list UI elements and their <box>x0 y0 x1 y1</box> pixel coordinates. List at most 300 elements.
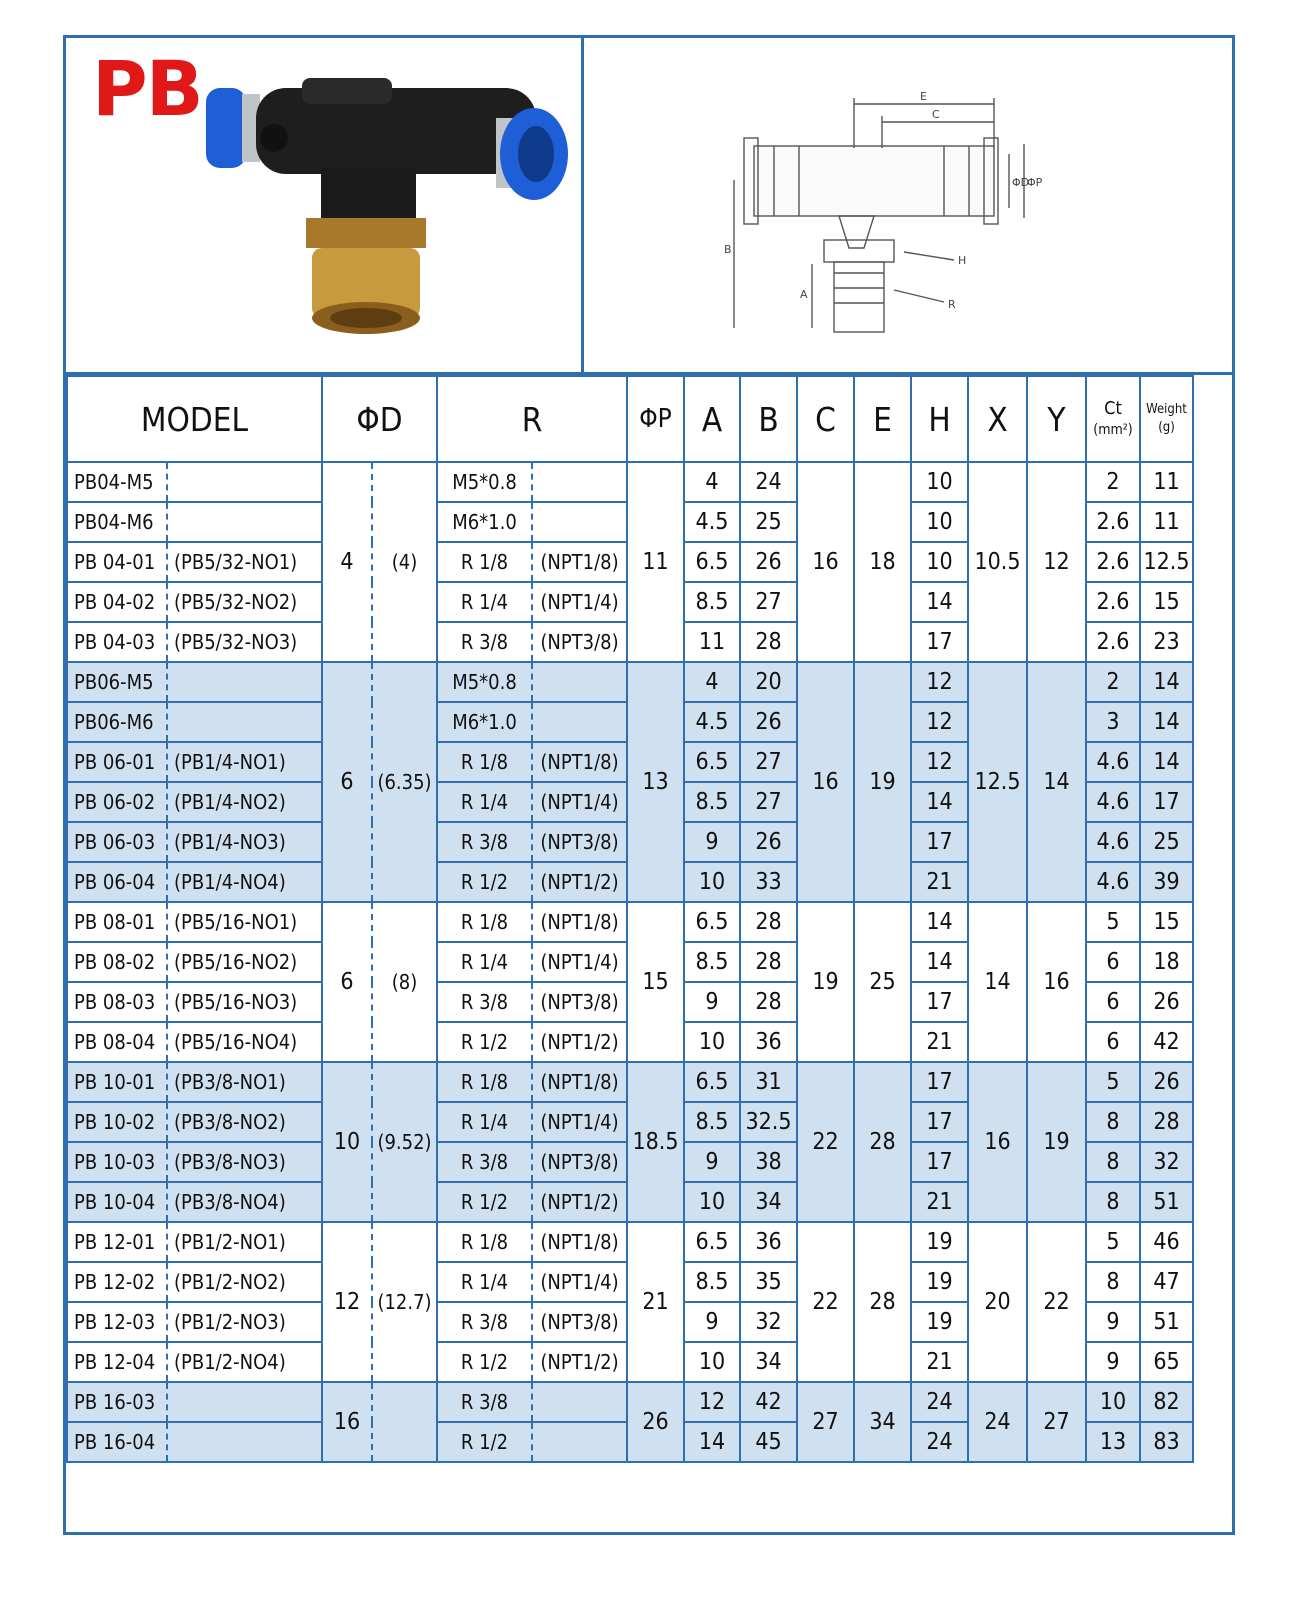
model-cell: PB 04-03 <box>67 622 167 662</box>
ct-cell: 5 <box>1086 1222 1140 1262</box>
dim-label-r: R <box>948 298 956 311</box>
weight-cell: 23 <box>1140 622 1193 662</box>
model-cell: PB 10-04 <box>67 1182 167 1222</box>
r-thread-cell: R 1/4 <box>437 942 532 982</box>
a-cell: 8.5 <box>684 1262 740 1302</box>
h-cell: 12 <box>911 742 968 782</box>
a-cell: 10 <box>684 1022 740 1062</box>
a-cell: 8.5 <box>684 782 740 822</box>
model-cell: PB 04-01 <box>67 542 167 582</box>
h-cell: 19 <box>911 1262 968 1302</box>
header-r: R <box>437 376 627 462</box>
b-cell: 26 <box>740 542 797 582</box>
model-cell: PB 04-02 <box>67 582 167 622</box>
h-cell: 12 <box>911 662 968 702</box>
ct-cell: 8 <box>1086 1182 1140 1222</box>
table-row <box>67 1062 1193 1102</box>
npt-thread-cell: (NPT3/8) <box>532 1142 627 1182</box>
r-thread-cell: R 3/8 <box>437 822 532 862</box>
e-cell: 34 <box>854 1382 911 1462</box>
weight-cell: 14 <box>1140 662 1193 702</box>
r-thread-cell: R 1/4 <box>437 1102 532 1142</box>
b-cell: 38 <box>740 1142 797 1182</box>
ct-cell: 5 <box>1086 1062 1140 1102</box>
npt-thread-cell: (NPT1/2) <box>532 1022 627 1062</box>
b-cell: 45 <box>740 1422 797 1462</box>
alt-model-cell <box>167 462 322 502</box>
e-cell: 28 <box>854 1062 911 1222</box>
weight-cell: 11 <box>1140 462 1193 502</box>
h-cell: 14 <box>911 582 968 622</box>
weight-cell: 15 <box>1140 902 1193 942</box>
alt-model-cell: (PB5/16-NO3) <box>167 982 322 1022</box>
b-cell: 26 <box>740 822 797 862</box>
model-cell: PB 12-04 <box>67 1342 167 1382</box>
npt-thread-cell: (NPT1/2) <box>532 1182 627 1222</box>
h-cell: 17 <box>911 1102 968 1142</box>
alt-model-cell: (PB3/8-NO1) <box>167 1062 322 1102</box>
a-cell: 12 <box>684 1382 740 1422</box>
model-cell: PB 12-03 <box>67 1302 167 1342</box>
b-cell: 35 <box>740 1262 797 1302</box>
x-cell: 14 <box>968 902 1027 1062</box>
weight-cell: 14 <box>1140 702 1193 742</box>
table-row <box>67 902 1193 942</box>
alt-model-cell: (PB5/16-NO4) <box>167 1022 322 1062</box>
r-thread-cell: R 3/8 <box>437 1302 532 1342</box>
ct-cell: 10 <box>1086 1382 1140 1422</box>
header-p: ΦP <box>627 376 684 462</box>
header-ct-label: Ct <box>1104 397 1122 419</box>
npt-thread-cell: (NPT1/8) <box>532 742 627 782</box>
b-cell: 34 <box>740 1182 797 1222</box>
h-cell: 17 <box>911 982 968 1022</box>
ct-cell: 4.6 <box>1086 782 1140 822</box>
p-cell: 18.5 <box>627 1062 684 1222</box>
a-cell: 11 <box>684 622 740 662</box>
alt-model-cell: (PB5/32-NO3) <box>167 622 322 662</box>
alt-model-cell: (PB1/2-NO4) <box>167 1342 322 1382</box>
alt-model-cell <box>167 702 322 742</box>
table-row <box>67 662 1193 702</box>
r-thread-cell: R 1/2 <box>437 1182 532 1222</box>
alt-model-cell: (PB1/2-NO1) <box>167 1222 322 1262</box>
b-cell: 42 <box>740 1382 797 1422</box>
dim-label-b: B <box>724 243 732 256</box>
r-thread-cell: M5*0.8 <box>437 662 532 702</box>
a-cell: 4.5 <box>684 702 740 742</box>
table-body <box>67 462 1193 1462</box>
p-cell: 21 <box>627 1222 684 1382</box>
model-cell: PB 16-03 <box>67 1382 167 1422</box>
alt-model-cell <box>167 1382 322 1422</box>
a-cell: 6.5 <box>684 902 740 942</box>
x-cell: 12.5 <box>968 662 1027 902</box>
model-cell: PB 08-03 <box>67 982 167 1022</box>
model-cell: PB 06-01 <box>67 742 167 782</box>
d-inch-cell: (4) <box>372 462 437 662</box>
r-thread-cell: R 1/8 <box>437 902 532 942</box>
h-cell: 19 <box>911 1302 968 1342</box>
model-cell: PB 06-03 <box>67 822 167 862</box>
dimension-diagram <box>584 38 1232 372</box>
b-cell: 28 <box>740 982 797 1022</box>
ct-cell: 2.6 <box>1086 582 1140 622</box>
a-cell: 6.5 <box>684 1062 740 1102</box>
alt-model-cell: (PB3/8-NO3) <box>167 1142 322 1182</box>
r-thread-cell: M6*1.0 <box>437 502 532 542</box>
p-cell: 11 <box>627 462 684 662</box>
e-cell: 25 <box>854 902 911 1062</box>
npt-thread-cell: (NPT1/8) <box>532 542 627 582</box>
b-cell: 31 <box>740 1062 797 1102</box>
b-cell: 24 <box>740 462 797 502</box>
alt-model-cell: (PB1/4-NO1) <box>167 742 322 782</box>
weight-cell: 46 <box>1140 1222 1193 1262</box>
npt-thread-cell <box>532 662 627 702</box>
table-header-row <box>67 376 1193 462</box>
model-cell: PB 10-01 <box>67 1062 167 1102</box>
d-cell: 16 <box>322 1382 372 1462</box>
alt-model-cell: (PB5/16-NO1) <box>167 902 322 942</box>
a-cell: 9 <box>684 1302 740 1342</box>
a-cell: 6.5 <box>684 542 740 582</box>
ct-cell: 2.6 <box>1086 622 1140 662</box>
d-cell: 12 <box>322 1222 372 1382</box>
alt-model-cell: (PB3/8-NO2) <box>167 1102 322 1142</box>
weight-cell: 82 <box>1140 1382 1193 1422</box>
h-cell: 12 <box>911 702 968 742</box>
b-cell: 20 <box>740 662 797 702</box>
header-model: MODEL <box>67 376 322 462</box>
alt-model-cell: (PB1/2-NO2) <box>167 1262 322 1302</box>
b-cell: 27 <box>740 582 797 622</box>
c-cell: 16 <box>797 462 854 662</box>
a-cell: 9 <box>684 1142 740 1182</box>
c-cell: 27 <box>797 1382 854 1462</box>
a-cell: 10 <box>684 862 740 902</box>
header-d: ΦD <box>322 376 437 462</box>
header-c: C <box>797 376 854 462</box>
npt-thread-cell <box>532 462 627 502</box>
r-thread-cell: R 1/8 <box>437 1062 532 1102</box>
d-cell: 4 <box>322 462 372 662</box>
npt-thread-cell: (NPT1/4) <box>532 582 627 622</box>
model-cell: PB 06-04 <box>67 862 167 902</box>
r-thread-cell: R 1/2 <box>437 1422 532 1462</box>
h-cell: 17 <box>911 622 968 662</box>
b-cell: 28 <box>740 622 797 662</box>
alt-model-cell <box>167 662 322 702</box>
model-cell: PB04-M5 <box>67 462 167 502</box>
ct-cell: 4.6 <box>1086 862 1140 902</box>
x-cell: 16 <box>968 1062 1027 1222</box>
r-thread-cell: R 1/8 <box>437 542 532 582</box>
y-cell: 16 <box>1027 902 1086 1062</box>
alt-model-cell: (PB5/32-NO1) <box>167 542 322 582</box>
model-cell: PB 12-02 <box>67 1262 167 1302</box>
h-cell: 14 <box>911 902 968 942</box>
y-cell: 19 <box>1027 1062 1086 1222</box>
product-photo <box>66 38 581 368</box>
ct-cell: 8 <box>1086 1102 1140 1142</box>
npt-thread-cell <box>532 502 627 542</box>
weight-cell: 12.5 <box>1140 542 1193 582</box>
r-thread-cell: M5*0.8 <box>437 462 532 502</box>
header-ct <box>1086 376 1140 462</box>
model-cell: PB 12-01 <box>67 1222 167 1262</box>
y-cell: 12 <box>1027 462 1086 662</box>
ct-cell: 2.6 <box>1086 502 1140 542</box>
brand-logo: PB <box>92 44 202 133</box>
h-cell: 10 <box>911 542 968 582</box>
p-cell: 13 <box>627 662 684 902</box>
table-row <box>67 462 1193 502</box>
product-photo-panel <box>66 38 584 372</box>
table-row <box>67 1382 1193 1422</box>
npt-thread-cell: (NPT1/4) <box>532 1262 627 1302</box>
h-cell: 21 <box>911 862 968 902</box>
dim-label-c: C <box>932 108 940 121</box>
model-cell: PB 06-02 <box>67 782 167 822</box>
npt-thread-cell <box>532 1382 627 1422</box>
model-cell: PB06-M6 <box>67 702 167 742</box>
npt-thread-cell: (NPT3/8) <box>532 822 627 862</box>
header-a: A <box>684 376 740 462</box>
weight-cell: 11 <box>1140 502 1193 542</box>
h-cell: 19 <box>911 1222 968 1262</box>
npt-thread-cell: (NPT1/4) <box>532 1102 627 1142</box>
d-cell: 10 <box>322 1062 372 1222</box>
npt-thread-cell: (NPT1/4) <box>532 942 627 982</box>
npt-thread-cell: (NPT1/8) <box>532 1062 627 1102</box>
h-cell: 21 <box>911 1022 968 1062</box>
a-cell: 9 <box>684 982 740 1022</box>
ct-cell: 3 <box>1086 702 1140 742</box>
ct-cell: 8 <box>1086 1142 1140 1182</box>
header-b: B <box>740 376 797 462</box>
header-e: E <box>854 376 911 462</box>
header-y: Y <box>1027 376 1086 462</box>
r-thread-cell: R 1/2 <box>437 862 532 902</box>
alt-model-cell <box>167 502 322 542</box>
ct-cell: 4.6 <box>1086 742 1140 782</box>
a-cell: 8.5 <box>684 1102 740 1142</box>
a-cell: 4.5 <box>684 502 740 542</box>
c-cell: 22 <box>797 1222 854 1382</box>
weight-cell: 17 <box>1140 782 1193 822</box>
x-cell: 20 <box>968 1222 1027 1382</box>
r-thread-cell: R 1/4 <box>437 1262 532 1302</box>
table-row <box>67 1222 1193 1262</box>
model-cell: PB 10-03 <box>67 1142 167 1182</box>
b-cell: 32.5 <box>740 1102 797 1142</box>
d-inch-cell: (12.7) <box>372 1222 437 1382</box>
d-inch-cell: (6.35) <box>372 662 437 902</box>
b-cell: 27 <box>740 782 797 822</box>
weight-cell: 65 <box>1140 1342 1193 1382</box>
c-cell: 19 <box>797 902 854 1062</box>
model-cell: PB 10-02 <box>67 1102 167 1142</box>
h-cell: 14 <box>911 782 968 822</box>
alt-model-cell: (PB1/2-NO3) <box>167 1302 322 1342</box>
y-cell: 22 <box>1027 1222 1086 1382</box>
e-cell: 28 <box>854 1222 911 1382</box>
header-h: H <box>911 376 968 462</box>
ct-cell: 2 <box>1086 662 1140 702</box>
header-weight-label: Weight <box>1146 402 1187 417</box>
h-cell: 10 <box>911 462 968 502</box>
x-cell: 24 <box>968 1382 1027 1462</box>
weight-cell: 28 <box>1140 1102 1193 1142</box>
d-inch-cell <box>372 1382 437 1462</box>
a-cell: 6.5 <box>684 1222 740 1262</box>
r-thread-cell: R 3/8 <box>437 1382 532 1422</box>
npt-thread-cell: (NPT3/8) <box>532 622 627 662</box>
header-ct-unit: (mm²) <box>1093 421 1133 438</box>
dim-label-h: H <box>958 254 967 267</box>
model-cell: PB 08-02 <box>67 942 167 982</box>
r-thread-cell: R 1/2 <box>437 1022 532 1062</box>
b-cell: 32 <box>740 1302 797 1342</box>
ct-cell: 6 <box>1086 982 1140 1022</box>
b-cell: 36 <box>740 1022 797 1062</box>
alt-model-cell: (PB1/4-NO4) <box>167 862 322 902</box>
weight-cell: 32 <box>1140 1142 1193 1182</box>
weight-cell: 42 <box>1140 1022 1193 1062</box>
r-thread-cell: R 1/8 <box>437 742 532 782</box>
h-cell: 17 <box>911 1142 968 1182</box>
model-cell: PB 08-04 <box>67 1022 167 1062</box>
npt-thread-cell <box>532 1422 627 1462</box>
a-cell: 4 <box>684 662 740 702</box>
npt-thread-cell: (NPT1/8) <box>532 902 627 942</box>
dim-label-e: E <box>920 90 927 103</box>
h-cell: 24 <box>911 1382 968 1422</box>
a-cell: 9 <box>684 822 740 862</box>
alt-model-cell: (PB5/32-NO2) <box>167 582 322 622</box>
npt-thread-cell: (NPT1/4) <box>532 782 627 822</box>
model-cell: PB06-M5 <box>67 662 167 702</box>
ct-cell: 6 <box>1086 942 1140 982</box>
weight-cell: 15 <box>1140 582 1193 622</box>
a-cell: 8.5 <box>684 582 740 622</box>
b-cell: 33 <box>740 862 797 902</box>
a-cell: 10 <box>684 1342 740 1382</box>
weight-cell: 25 <box>1140 822 1193 862</box>
alt-model-cell: (PB1/4-NO3) <box>167 822 322 862</box>
ct-cell: 5 <box>1086 902 1140 942</box>
npt-thread-cell: (NPT1/2) <box>532 1342 627 1382</box>
h-cell: 21 <box>911 1342 968 1382</box>
b-cell: 28 <box>740 902 797 942</box>
weight-cell: 26 <box>1140 982 1193 1022</box>
y-cell: 27 <box>1027 1382 1086 1462</box>
weight-cell: 51 <box>1140 1182 1193 1222</box>
weight-cell: 26 <box>1140 1062 1193 1102</box>
ct-cell: 9 <box>1086 1302 1140 1342</box>
d-inch-cell: (9.52) <box>372 1062 437 1222</box>
h-cell: 24 <box>911 1422 968 1462</box>
r-thread-cell: R 3/8 <box>437 622 532 662</box>
spec-sheet <box>63 35 1235 1535</box>
h-cell: 17 <box>911 1062 968 1102</box>
alt-model-cell: (PB3/8-NO4) <box>167 1182 322 1222</box>
e-cell: 18 <box>854 462 911 662</box>
dim-label-p: ΦP <box>1027 176 1043 189</box>
weight-cell: 83 <box>1140 1422 1193 1462</box>
a-cell: 14 <box>684 1422 740 1462</box>
b-cell: 34 <box>740 1342 797 1382</box>
model-cell: PB 16-04 <box>67 1422 167 1462</box>
c-cell: 16 <box>797 662 854 902</box>
npt-thread-cell: (NPT3/8) <box>532 1302 627 1342</box>
b-cell: 25 <box>740 502 797 542</box>
r-thread-cell: R 1/4 <box>437 782 532 822</box>
d-inch-cell: (8) <box>372 902 437 1062</box>
model-cell: PB 08-01 <box>67 902 167 942</box>
a-cell: 6.5 <box>684 742 740 782</box>
x-cell: 10.5 <box>968 462 1027 662</box>
ct-cell: 4.6 <box>1086 822 1140 862</box>
model-cell: PB04-M6 <box>67 502 167 542</box>
header-weight-unit: (g) <box>1158 420 1175 435</box>
b-cell: 27 <box>740 742 797 782</box>
b-cell: 28 <box>740 942 797 982</box>
header-weight <box>1140 376 1193 462</box>
weight-cell: 51 <box>1140 1302 1193 1342</box>
npt-thread-cell <box>532 702 627 742</box>
header-panels <box>66 38 1232 375</box>
h-cell: 14 <box>911 942 968 982</box>
y-cell: 14 <box>1027 662 1086 902</box>
r-thread-cell: R 1/2 <box>437 1342 532 1382</box>
ct-cell: 6 <box>1086 1022 1140 1062</box>
npt-thread-cell: (NPT1/2) <box>532 862 627 902</box>
p-cell: 15 <box>627 902 684 1062</box>
h-cell: 21 <box>911 1182 968 1222</box>
weight-cell: 39 <box>1140 862 1193 902</box>
a-cell: 8.5 <box>684 942 740 982</box>
r-thread-cell: M6*1.0 <box>437 702 532 742</box>
ct-cell: 2 <box>1086 462 1140 502</box>
weight-cell: 47 <box>1140 1262 1193 1302</box>
b-cell: 26 <box>740 702 797 742</box>
r-thread-cell: R 3/8 <box>437 1142 532 1182</box>
b-cell: 36 <box>740 1222 797 1262</box>
a-cell: 10 <box>684 1182 740 1222</box>
ct-cell: 8 <box>1086 1262 1140 1302</box>
npt-thread-cell: (NPT3/8) <box>532 982 627 1022</box>
dimension-diagram-panel <box>584 38 1232 372</box>
ct-cell: 13 <box>1086 1422 1140 1462</box>
d-cell: 6 <box>322 662 372 902</box>
r-thread-cell: R 1/4 <box>437 582 532 622</box>
alt-model-cell: (PB1/4-NO2) <box>167 782 322 822</box>
alt-model-cell: (PB5/16-NO2) <box>167 942 322 982</box>
spec-table <box>66 375 1194 1463</box>
h-cell: 17 <box>911 822 968 862</box>
header-x: X <box>968 376 1027 462</box>
alt-model-cell <box>167 1422 322 1462</box>
r-thread-cell: R 3/8 <box>437 982 532 1022</box>
weight-cell: 18 <box>1140 942 1193 982</box>
e-cell: 19 <box>854 662 911 902</box>
npt-thread-cell: (NPT1/8) <box>532 1222 627 1262</box>
ct-cell: 9 <box>1086 1342 1140 1382</box>
p-cell: 26 <box>627 1382 684 1462</box>
dim-label-a: A <box>800 288 808 301</box>
